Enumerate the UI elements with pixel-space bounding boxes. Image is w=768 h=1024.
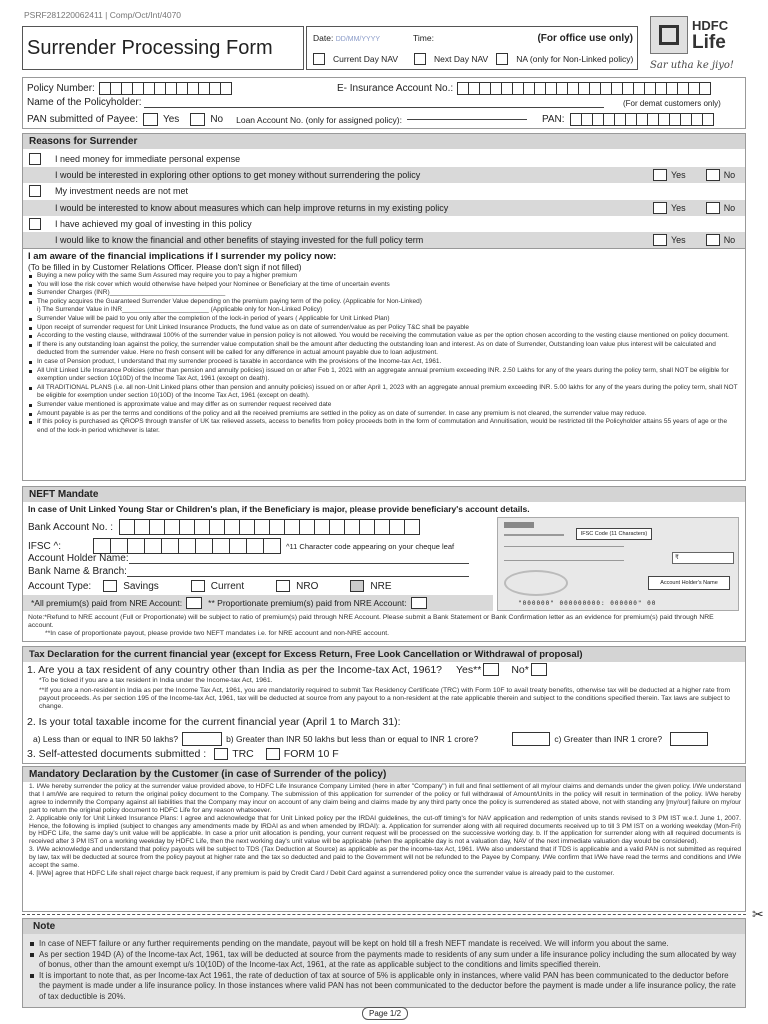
ifsc-hint: ^11 Character code appearing on your cheque leaf [286, 541, 455, 551]
sample-cheque: IFSC Code (11 Characters) ₹ Account Holder's Name "000000" 000000000: 000000" 00 [497, 517, 739, 611]
neft-section [22, 486, 746, 642]
logo-brand-bottom: Life [692, 32, 726, 53]
bank-branch-label: Bank Name & Branch: [28, 566, 127, 577]
current-checkbox[interactable] [191, 580, 205, 592]
tax-heading: Tax Declaration for the current financial year (except for Excess Return, Free Look Cancellation or Withdrawal of proposal) [23, 647, 745, 662]
reason-row-3 [23, 183, 745, 199]
logo-mark-icon [650, 16, 688, 54]
reason-3-label: My investment needs are not met [55, 186, 189, 196]
tax-yes-label: Yes** [456, 663, 482, 676]
aware-item: All Unit Linked Life Insurance Policies (other than pension and annuity policies) issued on or after Feb 1, 2021 with an aggregate annual premium exceeding INR. 2.50 Lakhs for any of the years during the policy term, shall NOT be eligible for exemption under section 10(10D) of the Income Tax Act, 1961 (except on death). [27, 367, 739, 384]
time-label: Time: [413, 33, 434, 43]
reason-6-no-label: No [723, 235, 736, 245]
bank-account-label: Bank Account No. : [28, 521, 114, 533]
reason-2-yes-label: Yes [671, 170, 686, 180]
declaration-4: 4. [I/We] agree that HDFC Life shall reject charge back request, if any premium is paid by Credit Card / Debit Card against a surrendered policy once the surrender value is already paid to the customer. [29, 869, 615, 877]
aware-item: Surrender Charges (INR)________________________________ [27, 289, 739, 298]
scissors-icon: ✂ [752, 906, 764, 922]
income-a-field[interactable] [182, 732, 222, 746]
pan-payee-label: PAN submitted of Payee: [27, 114, 138, 125]
demat-note: (For demat customers only) [623, 99, 721, 108]
nre-all-label: *All premium(s) paid from NRE Account: [31, 598, 183, 608]
neft-note-top: In case of Unit Linked Young Star or Children's plan, if the Beneficiary is major, please provide beneficiary's account details. [28, 504, 530, 514]
reason-row-2 [23, 167, 745, 183]
mandatory-section [22, 766, 746, 912]
awareness-section [22, 249, 746, 481]
aware-item: If there is any outstanding loan against the policy, the surrender value computation shall be the amount after deducting the outstanding loan and interest. As on date of Surrender, Outstanding loan value plus interest will be calculated and deducted from the surrender value. Here no fresh consent will be called for any difference in actual amount payable due to loan adjustment. [27, 341, 739, 358]
bank-branch-field[interactable] [127, 576, 469, 577]
e-insurance-field[interactable] [457, 82, 710, 95]
neft-heading: NEFT Mandate [23, 487, 745, 502]
next-day-nav-label: Next Day NAV [434, 54, 489, 64]
awareness-heading: I am aware of the financial implications if I surrender my policy now: [28, 251, 337, 262]
current-day-nav-checkbox[interactable] [313, 53, 325, 65]
reason-2-yes-checkbox[interactable] [653, 169, 667, 181]
note-item: In case of NEFT failure or any further requirements pending on the mandate, payout will be kept on hold till a fresh NEFT mandate is received. We will inform you about the same. [27, 939, 739, 950]
reason-6-label: I would like to know the financial and other benefits of staying invested for the full policy term [55, 235, 424, 245]
aware-item: Surrender Value will be paid to you only after the completion of the lock-in period of years ( Applicable for Unit Linked Plan) [27, 315, 739, 324]
nre-label: NRE [370, 580, 392, 592]
account-holder-field[interactable] [129, 563, 469, 564]
aware-item: According to the vesting clause, withdrawal 100% of the surrender value in pension policy is not allowed. You would be receiving the commutation value as per the option chosen according to the vesting clause mentioned on policy document. [27, 332, 739, 341]
hdfc-life-logo [650, 16, 750, 76]
aware-item: You will lose the risk cover which would otherwise have helped your Nominee or Beneficiary at the time of uncertain events [27, 281, 739, 290]
nre-note-1: Note:*Refund to NRE account (Full or Proportionate) will be subject to ratio of premium(s) paid through NRE Account. Please submit a Bank Statement or Bank Confirmation letter as an evidence for premium(s) paid through NRE account. [28, 614, 714, 629]
nre-checkbox[interactable] [350, 580, 364, 592]
current-label: Current [210, 580, 245, 592]
reason-row-4 [23, 200, 745, 216]
reason-2-label: I would be interested in exploring other options to get money without surrendering the policy [55, 170, 421, 180]
logo-tagline: Sar utha ke jiyo! [650, 60, 734, 71]
trc-label: TRC [232, 748, 254, 760]
policy-number-label: Policy Number: [27, 83, 95, 94]
reason-4-yes-checkbox[interactable] [653, 202, 667, 214]
reason-4-no-label: No [723, 203, 736, 213]
reason-1-label: I need money for immediate personal expense [55, 154, 241, 164]
form10f-checkbox[interactable] [266, 748, 280, 760]
reason-4-yes-label: Yes [671, 203, 686, 213]
declaration-3: 3. I/We acknowledge and understand that policy payouts will be subject to TDS (Tax Deduction at Source) as applicable as per the income-tax Act, 1961. I/We also understand that if TDS is applicable and a valid PAN is not submitted as required by law, tax will be deducted at source from the policy payout at higher rate and the tax so deducted and paid to the Government will not be refunded to the Payee by Company. I/We confirm that I/We have read the terms and conditions and I/We accept the same. [29, 846, 741, 870]
aware-item: In case of Pension product, I understand that my surrender proceed is taxable in accordance with the provisions of the Income-tax Act, 1961. [27, 358, 739, 367]
tax-yes-checkbox[interactable] [483, 663, 499, 676]
e-insurance-label: E- Insurance Account No.: [337, 83, 454, 94]
loan-account-label: Loan Account No. (only for assigned policy): [236, 114, 402, 125]
note-section [22, 918, 746, 1008]
reason-6-yes-label: Yes [671, 235, 686, 245]
page-number: Page 1/2 [362, 1007, 408, 1020]
tax-section [22, 646, 746, 764]
reasons-heading: Reasons for Surrender [23, 134, 745, 149]
aware-item: The policy acquires the Guaranteed Surrender Value depending on the premium paying term of the policy. (Applicable for Non-Linked) [27, 298, 739, 307]
tax-q2: 2. Is your total taxable income for the current financial year (April 1 to March 31): [27, 716, 401, 728]
trc-checkbox[interactable] [214, 748, 228, 760]
reason-6-yes-checkbox[interactable] [653, 234, 667, 246]
income-c-label: c) Greater than INR 1 crore? [554, 734, 663, 744]
reason-row-6 [23, 232, 745, 248]
reason-4-label: I would be interested to know about measures which can help improve returns in my existing policy [55, 203, 449, 213]
declaration-2: 2. Applicable only for Unit Linked Insurance Plans: I agree and acknowledge that for Unit Linked policy per the IRDAI guidelines, the cut-off timing's for NAV application and redemption of units stands revised to 3 PM IST w.e.f. June 1, 2007. Hence, the following is implied (subject to changes any amendments made by IRDAI as and when amended by IRDAI): a. Application for surrender along with all required documents received up to till 3 PM IST on a working weekday (Mon-Fri) by HDFC Life, the same day's unit value will be applicable. In case a prior unit allocation is pending, your current request will be processed on the successive working day. b. If the application for surrender along with all required documents is received after 3 PM IST on a working weekday by HDFC Life, then the next working day's unit value will be applicable (when the applicable day is not a valuation day, NAV of the next immediate valuation day would be considered). [29, 814, 741, 846]
pan-label: PAN: [541, 114, 565, 125]
mandatory-heading: Mandatory Declaration by the Customer (in case of Surrender of the policy) [23, 767, 745, 782]
date-label: Date: [313, 33, 334, 43]
pan-yes-checkbox[interactable] [143, 113, 158, 126]
reason-4-no-checkbox[interactable] [706, 202, 720, 214]
tax-no-checkbox[interactable] [531, 663, 547, 676]
pan-no-label: No [210, 114, 224, 125]
cheque-holder-box: Account Holder's Name [648, 576, 730, 590]
savings-label: Savings [123, 580, 159, 592]
reasons-section [22, 133, 746, 249]
awareness-list [27, 272, 739, 435]
office-use-label: (For office use only) [537, 33, 633, 44]
aware-item: Buying a new policy with the same Sum Assured may require you to pay a higher premium [27, 272, 739, 281]
office-use-box [306, 26, 638, 70]
reason-row-5 [23, 216, 745, 232]
title-box [22, 26, 304, 70]
note-heading: Note [23, 919, 745, 934]
aware-item: Upon receipt of surrender request for Unit Linked Insurance Products, the fund value as on date of surrender/value as per Policy T&C shall be payable [27, 324, 739, 333]
tax-note-2: **If you are a non-resident in India as per the Income Tax Act, 1961, you are mandatorily required to submit Tax Residency Certificate (TRC) with Form 10F to avail treaty benefits, otherwise tax will be deducted at a higher rate from payout proceeds. As per section 195 of the Income-tax Act, 1961, tax will be deducted at source from any payout to a non-resident at the rate applicable therein and subject to the conditions specified therein. Tax laws are subject to change. [39, 687, 731, 710]
holder-name-field[interactable] [144, 107, 604, 108]
declaration-text [29, 783, 741, 878]
nre-all-checkbox[interactable] [186, 597, 202, 609]
reason-row-1 [23, 151, 745, 167]
aware-item: Amount payable is as per the terms and conditions of the policy and all the received premiums are settled in the policy as on date of surrender. In case any premium is not cleared, the surrender value may reduce. [27, 410, 739, 419]
ifsc-label: IFSC ^: [28, 540, 62, 552]
holder-name-label: Name of the Policyholder: [27, 97, 142, 108]
reason-1-checkbox[interactable] [29, 153, 41, 165]
account-type-label: Account Type: [28, 580, 92, 592]
date-field[interactable]: DD/MM/YYYY [335, 36, 381, 43]
loan-account-field[interactable] [407, 119, 527, 120]
ifsc-field[interactable] [93, 538, 280, 554]
reason-3-checkbox[interactable] [29, 185, 41, 197]
awareness-subheading: (To be filled in by Customer Relations Officer. Please don't sign if not filled) [28, 262, 302, 272]
account-holder-label: Account Holder Name: [28, 553, 129, 564]
tax-q1: 1. Are you a tax resident of any country other than India as per the Income-tax Act, 1961? [27, 663, 443, 676]
reason-5-label: I have achieved my goal of investing in this policy [55, 219, 252, 229]
logo-brand-top: HDFC [692, 18, 729, 33]
cheque-ifsc-box: IFSC Code (11 Characters) [576, 528, 652, 540]
na-nav-label: NA (only for Non-Linked policy) [516, 54, 634, 64]
pan-yes-label: Yes [162, 114, 180, 125]
reason-5-checkbox[interactable] [29, 218, 41, 230]
reason-6-no-checkbox[interactable] [706, 234, 720, 246]
na-nav-checkbox[interactable] [496, 53, 508, 65]
aware-item: Surrender value mentioned is approximate value and may differ as on surrender request received date [27, 401, 739, 410]
tax-q3: 3. Self-attested documents submitted : [27, 748, 207, 760]
income-b-label: b) Greater than INR 50 lakhs but less than or equal to INR 1 crore? [226, 734, 479, 744]
form10f-label: FORM 10 F [283, 748, 339, 760]
pan-field[interactable] [570, 113, 713, 126]
cut-line [22, 914, 746, 915]
nre-prop-checkbox[interactable] [411, 597, 427, 609]
aware-item: i) The Surrender Value in INR________________________ (Applicable only for Non-Linked Policy) [37, 306, 323, 314]
income-a-label: a) Less than or equal to INR 50 lakhs? [33, 734, 179, 744]
tax-note-1: *To be ticked if you are a tax resident in India under the Income-tax Act, 1961. [39, 677, 273, 684]
note-list [27, 939, 739, 1002]
pan-no-checkbox[interactable] [190, 113, 205, 126]
aware-item: All TRADITIONAL PLANS (i.e. all non-Unit Linked plans other than pension and annuity policies) issued on or after April 1, 2023 with an aggregate annual premium exceeding INR. 5.00 lakhs for any of the years during the policy term, shall NOT be eligible for exemption under section 10(10D) of the Income Tax Act, 1961 (except on death). [27, 384, 739, 401]
aware-item: If this policy is purchased as QROPS through transfer of UK tax relieved assets, access to benefits from policy proceeds both in the form of commutation and Annuitisation, would be restricted till the Policyholder attains 55 years of age or the end of the lock-in period whichever is later. [27, 418, 739, 435]
note-item: It is important to note that, as per Income-tax Act 1961, the rate of deduction of tax at source of 5% is applicable only in instances, where valid PAN has been communicated to the deductor before the payment is made under a life insurance policy. In those instances where valid PAN has not been communicated to the deductor before the payment is made under a life insurance policy, the rate of tax deductible is 20%. [27, 971, 739, 1003]
tax-no-label: No* [511, 663, 529, 676]
page-title: Surrender Processing Form [27, 37, 273, 59]
reason-2-no-checkbox[interactable] [706, 169, 720, 181]
nre-note-2: **In case of proportionate payout, please provide two NEFT mandates i.e. for NRE account and non-NRE account. [45, 630, 390, 637]
form-reference: PSRF281220062411 | Comp/Oct/Int/4070 [24, 10, 182, 20]
reason-2-no-label: No [723, 170, 736, 180]
declaration-1: 1. I/We hereby surrender the policy at the surrender value provided above, to HDFC Life Insurance Company Limited (here in after "Company") in full and final settlement of all my/our claims and demands under the given policy. I/We understand that I am/We are required to return the original policy document to the Company. The submission of this application for surrender of the policy or full withdrawal of Amount/Units in the policy will result in termination of the policy. I/We hereby agree to indemnify the Company against all liabilities that the Company may incur on account of any claim being and claims made by any third party once the policy is surrendered as stated above, not with standing any [my/our] failure on my/our part to return the original policy document to HDFC Life for any reason whatsoever. [29, 783, 741, 814]
next-day-nav-checkbox[interactable] [414, 53, 426, 65]
nro-checkbox[interactable] [276, 580, 290, 592]
note-item: As per section 194D (A) of the Income-tax Act, 1961, tax will be deducted at source from the payments made to residents of any sum under a life insurance policy including the sum allocated by way of bonus, other than the amount exempt u/s 10(10D) of the Income-tax Act, 1961, at the rate as applicable subject to the conditions and limits specified therein. [27, 950, 739, 971]
nre-prop-label: ** Proportionate premium(s) paid from NRE Account: [208, 598, 407, 608]
cheque-micr: "000000" 000000000: 000000" 00 [518, 600, 657, 607]
current-day-nav-label: Current Day NAV [333, 54, 399, 64]
savings-checkbox[interactable] [103, 580, 117, 592]
income-c-field[interactable] [670, 732, 708, 746]
nro-label: NRO [296, 580, 319, 592]
policy-details-section [22, 77, 746, 129]
policy-number-field[interactable] [99, 82, 231, 95]
income-b-field[interactable] [512, 732, 550, 746]
bank-account-field[interactable] [119, 519, 419, 535]
